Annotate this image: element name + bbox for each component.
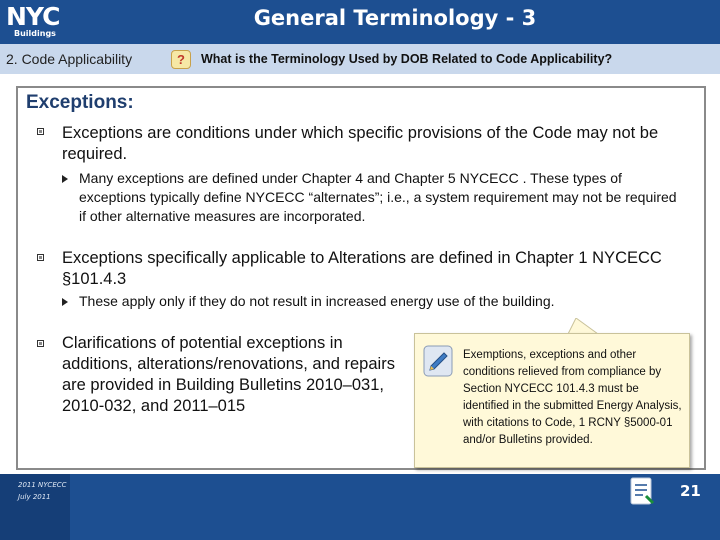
page-number: 21: [680, 482, 701, 500]
logo-subtext: Buildings: [14, 29, 56, 38]
section-bar: [0, 44, 720, 74]
header-bar: [0, 0, 720, 44]
arrow-bullet-icon: [62, 175, 68, 183]
footer-left-panel: [0, 474, 70, 540]
square-bullet-icon: [37, 340, 44, 347]
callout-note: [414, 333, 690, 468]
arrow-bullet-icon: [62, 298, 68, 306]
section-question: What is the Terminology Used by DOB Related to Code Applicability?: [201, 52, 613, 66]
logo-text: NYC: [6, 2, 60, 31]
section-label: 2. Code Applicability: [6, 51, 133, 67]
document-icon[interactable]: [622, 476, 660, 510]
sub-bullet-text: These apply only if they do not result in increased energy use of the building.: [79, 293, 555, 309]
nyc-buildings-logo: [6, 4, 90, 40]
square-bullet-icon: [37, 254, 44, 261]
callout-text: Exemptions, exceptions and other conditions relieved from compliance by Section NYCECC 101.4.3 must be identified in the submitted Energy Analysis, with citations to Code, 1 RCNY §5000-01 and/or Bulletins provided.: [463, 349, 682, 446]
footer-code-label: 2011 NYCECC: [18, 481, 67, 489]
footer-bar: [0, 474, 720, 540]
slide-title: General Terminology - 3: [253, 6, 537, 30]
bullet-text: Clarifications of potential exceptions in additions, alterations/renovations, and repairs are provided in Building Bulletins 2010–031, 2010-032, and 2011–015: [62, 334, 395, 415]
bullet-text: Exceptions specifically applicable to Alterations are defined in Chapter 1 NYCECC §101.4.3: [62, 249, 662, 288]
question-mark-icon: ?: [171, 50, 191, 69]
exceptions-heading: Exceptions:: [26, 92, 134, 113]
bullet-text: Exceptions are conditions under which specific provisions of the Code may not be required.: [62, 124, 659, 163]
note-icon: [422, 344, 454, 378]
square-bullet-icon: [37, 128, 44, 135]
sub-bullet-text: Many exceptions are defined under Chapter 4 and Chapter 5 NYCECC . These types of exceptions typically define NYCECC “alternates”; i.e., a system requirement may not be required if other alternative measures are incorporated.: [79, 170, 677, 224]
footer-date-label: July 2011: [18, 493, 51, 501]
